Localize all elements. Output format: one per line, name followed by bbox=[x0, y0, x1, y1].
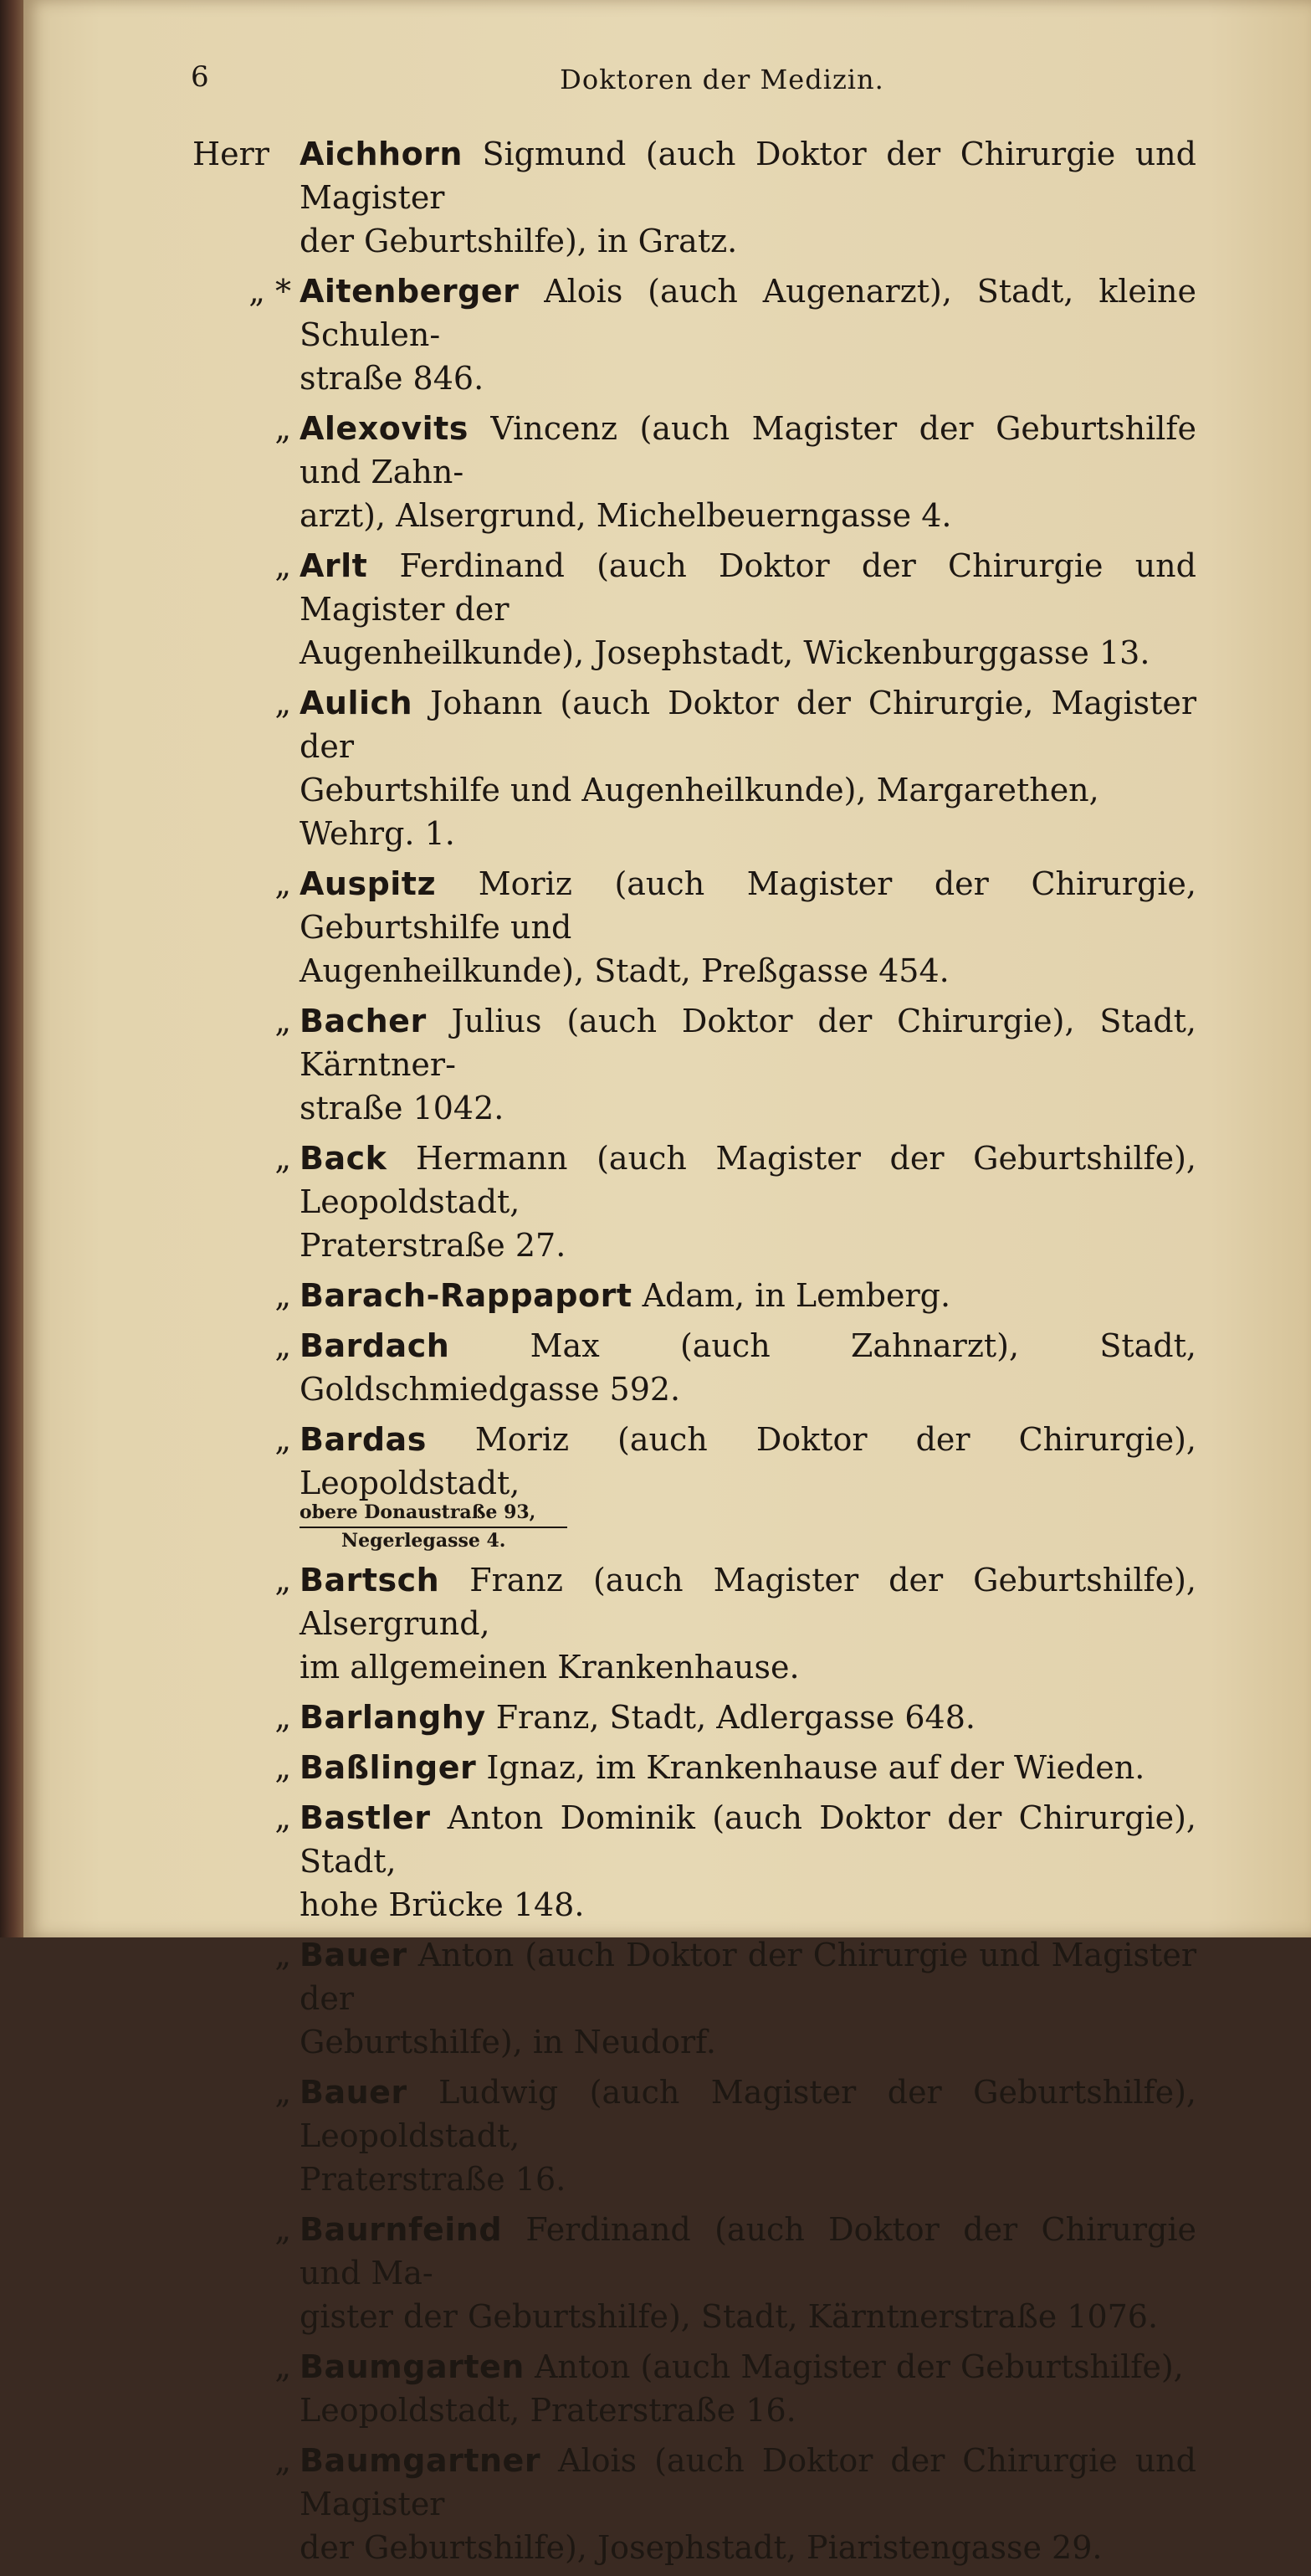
entry-bartsch bbox=[192, 1558, 1196, 1689]
entry-text: Julius (auch Doktor der Chirurgie), Stadt, Kärntner- bbox=[300, 1003, 1196, 1083]
entry-prefix: „ bbox=[274, 1749, 291, 1786]
correction-old-address: obere Donaustraße 93, bbox=[300, 1501, 536, 1523]
entry-continuation: arzt), Alsergrund, Michelbeuerngasse 4. bbox=[300, 497, 952, 534]
entry-name: Bardach bbox=[300, 1327, 450, 1364]
running-title: Doktoren der Medizin. bbox=[560, 64, 884, 95]
entry-name: Baurnfeind bbox=[300, 2211, 503, 2248]
entry-name: Auspitz bbox=[300, 865, 437, 902]
entry-bauer-anton bbox=[192, 1933, 1196, 2064]
entry-continuation: Leopoldstadt, Praterstraße 16. bbox=[300, 2392, 796, 2429]
entry-continuation: Geburtshilfe), in Neudorf. bbox=[300, 2024, 716, 2060]
entry-prefix: Herr bbox=[192, 136, 269, 172]
correction-rule bbox=[300, 1527, 567, 1528]
directory-entries bbox=[192, 132, 1196, 2576]
entry-continuation: gister der Geburtshilfe), Stadt, Kärntnerstraße 1076. bbox=[300, 2298, 1159, 2335]
entry-aulich bbox=[192, 681, 1196, 855]
book-spine bbox=[0, 0, 23, 1937]
entry-prefix: „ bbox=[274, 1562, 291, 1598]
entry-aitenberger bbox=[192, 269, 1196, 400]
entry-prefix: „ bbox=[274, 1003, 291, 1039]
entry-text: Moriz (auch Magister der Chirurgie, Geburtshilfe und bbox=[300, 865, 1196, 946]
entry-name: Arlt bbox=[300, 547, 368, 584]
entry-prefix: „ bbox=[274, 1937, 291, 1973]
entry-continuation: der Geburtshilfe), Josephstadt, Piaristengasse 29. bbox=[300, 2529, 1103, 2566]
entry-arlt bbox=[192, 544, 1196, 675]
entry-name: Alexovits bbox=[300, 410, 469, 447]
entry-name: Bastler bbox=[300, 1799, 431, 1836]
entry-prefix: „ bbox=[274, 1699, 291, 1736]
entry-continuation: straße 846. bbox=[300, 360, 484, 397]
entry-text: Ferdinand (auch Doktor der Chirurgie und Ma- bbox=[300, 2211, 1196, 2291]
entry-prefix: „ bbox=[274, 685, 291, 721]
entry-basslinger bbox=[192, 1746, 1196, 1789]
entry-name: Baumgarten bbox=[300, 2348, 525, 2385]
entry-baumgartner bbox=[192, 2439, 1196, 2569]
entry-name: Bartsch bbox=[300, 1562, 440, 1598]
entry-continuation: Augenheilkunde), Stadt, Preßgasse 454. bbox=[300, 952, 950, 989]
entry-barlanghy bbox=[192, 1696, 1196, 1739]
entry-text: Sigmund (auch Doktor der Chirurgie und Magister bbox=[300, 136, 1196, 216]
entry-continuation: im allgemeinen Krankenhause. bbox=[300, 1649, 800, 1686]
entry-text: Franz (auch Magister der Geburtshilfe), Alsergrund, bbox=[300, 1562, 1196, 1642]
entry-continuation: Augenheilkunde), Josephstadt, Wickenburggasse 13. bbox=[300, 634, 1150, 671]
entry-text: Johann (auch Doktor der Chirurgie, Magister der bbox=[300, 685, 1196, 765]
entry-baurnfeind bbox=[192, 2208, 1196, 2338]
entry-text: Ferdinand (auch Doktor der Chirurgie und Magister der bbox=[300, 547, 1196, 628]
page-header bbox=[191, 60, 1253, 102]
entry-barach-rappaport bbox=[192, 1274, 1196, 1317]
entry-name: Bardas bbox=[300, 1421, 427, 1458]
entry-prefix: „ bbox=[274, 1799, 291, 1836]
entry-prefix: „ bbox=[274, 2348, 291, 2385]
entry-auspitz bbox=[192, 862, 1196, 993]
entry-text: Ludwig (auch Magister der Geburtshilfe), Leopoldstadt, bbox=[300, 2074, 1196, 2154]
entry-prefix: „ bbox=[274, 1277, 291, 1314]
entry-alexovits bbox=[192, 407, 1196, 537]
entry-text: Alois (auch Augenarzt), Stadt, kleine Schulen- bbox=[300, 273, 1196, 353]
entry-continuation: Praterstraße 16. bbox=[300, 2161, 566, 2198]
entry-text: Hermann (auch Magister der Geburtshilfe), Leopoldstadt, bbox=[300, 1140, 1196, 1220]
entry-baumgarten bbox=[192, 2345, 1196, 2432]
entry-back bbox=[192, 1137, 1196, 1267]
entry-text: Anton Dominik (auch Doktor der Chirurgie), Stadt, bbox=[300, 1799, 1196, 1880]
entry-name: Bauer bbox=[300, 1937, 407, 1973]
entry-name: Bacher bbox=[300, 1003, 427, 1039]
correction-new-address: Negerlegasse 4. bbox=[341, 1530, 506, 1552]
page-number: 6 bbox=[191, 60, 209, 94]
entry-bardach bbox=[192, 1324, 1196, 1411]
entry-prefix: „ bbox=[274, 410, 291, 447]
entry-continuation: Geburtshilfe und Augenheilkunde), Margarethen, Wehrg. 1. bbox=[300, 772, 1099, 852]
entry-name: Barlanghy bbox=[300, 1699, 486, 1736]
entry-prefix: „ bbox=[274, 1327, 291, 1364]
entry-name: Barach-Rappaport bbox=[300, 1277, 632, 1314]
entry-text: Moriz (auch Doktor der Chirurgie), Leopoldstadt, bbox=[300, 1421, 1196, 1501]
entry-text: Max (auch Zahnarzt), Stadt, Goldschmiedgasse 592. bbox=[300, 1327, 1196, 1408]
entry-name: Aichhorn bbox=[300, 136, 463, 172]
entry-prefix: „ bbox=[274, 1421, 291, 1458]
entry-name: Aitenberger bbox=[300, 273, 520, 310]
entry-text: Anton (auch Magister der Geburtshilfe), bbox=[534, 2348, 1184, 2385]
entry-prefix: „ bbox=[274, 1140, 291, 1177]
entry-name: Baumgartner bbox=[300, 2442, 541, 2479]
entry-text: Ignaz, im Krankenhause auf der Wieden. bbox=[486, 1749, 1145, 1786]
entry-prefix: „ bbox=[274, 2211, 291, 2248]
entry-prefix: „ bbox=[274, 865, 291, 902]
entry-name: Aulich bbox=[300, 685, 413, 721]
entry-text: Anton (auch Doktor der Chirurgie und Magister der bbox=[300, 1937, 1196, 2017]
entry-prefix: „ * bbox=[248, 273, 291, 310]
entry-bacher bbox=[192, 999, 1196, 1130]
entry-prefix: „ bbox=[274, 2074, 291, 2111]
entry-name: Bauer bbox=[300, 2074, 407, 2111]
entry-bardas bbox=[192, 1418, 1196, 1552]
entry-continuation: hohe Brücke 148. bbox=[300, 1886, 585, 1923]
entry-aichhorn bbox=[192, 132, 1196, 263]
entry-continuation: der Geburtshilfe), in Gratz. bbox=[300, 223, 738, 259]
entry-text: Alois (auch Doktor der Chirurgie und Magister bbox=[300, 2442, 1196, 2522]
entry-text: Adam, in Lemberg. bbox=[642, 1277, 951, 1314]
entry-name: Back bbox=[300, 1140, 387, 1177]
address-correction bbox=[300, 1501, 1196, 1552]
entry-bauer-ludwig bbox=[192, 2071, 1196, 2201]
entry-prefix: „ bbox=[274, 2442, 291, 2479]
entry-text: Vincenz (auch Magister der Geburtshilfe und Zahn- bbox=[300, 410, 1196, 490]
entry-continuation: Praterstraße 27. bbox=[300, 1227, 566, 1264]
entry-name: Baßlinger bbox=[300, 1749, 477, 1786]
entry-bastler bbox=[192, 1796, 1196, 1927]
entry-continuation: straße 1042. bbox=[300, 1090, 504, 1126]
entry-prefix: „ bbox=[274, 547, 291, 584]
entry-text: Franz, Stadt, Adlergasse 648. bbox=[495, 1699, 976, 1736]
